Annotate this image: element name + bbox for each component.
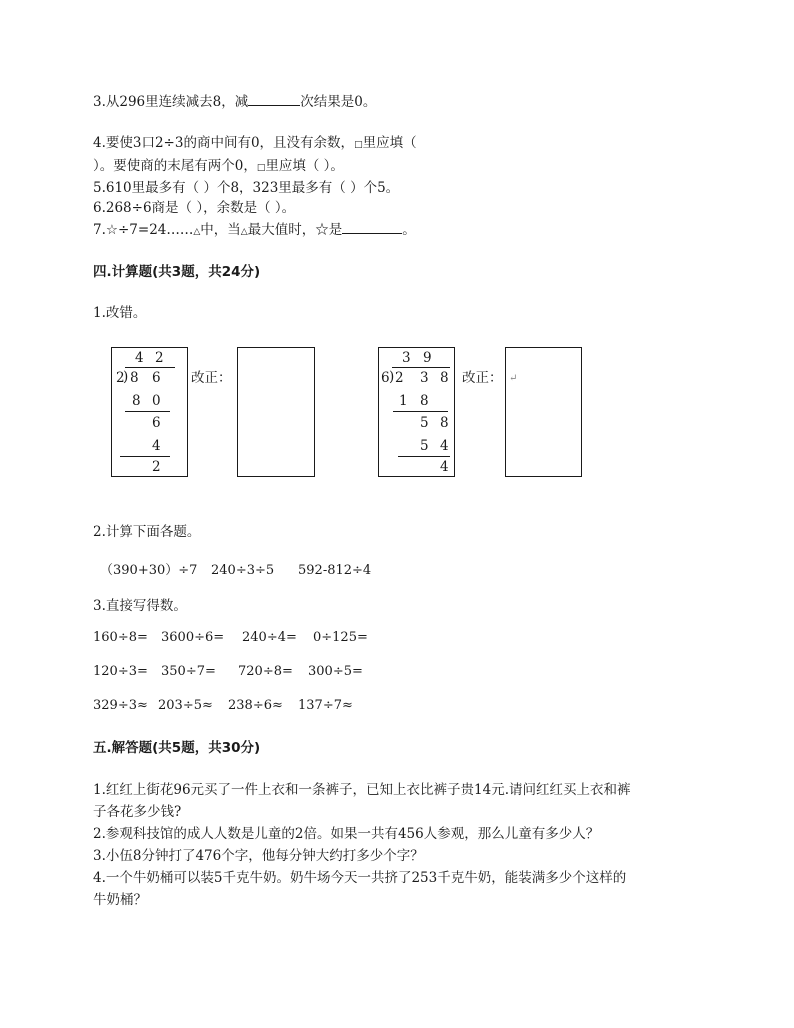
remainder: 4	[440, 459, 449, 475]
q3-3	[93, 92, 376, 112]
division-bar	[392, 367, 450, 368]
section4-title: 四.计算题(共3题，共24分)	[93, 264, 261, 280]
q3-6: 6.268÷6商是（ ），余数是（ ）。	[93, 200, 296, 216]
section5-title: 五.解答题(共5题，共30分)	[93, 740, 261, 756]
q3-4-text-b: 里应填（	[362, 135, 417, 151]
mental-math-row	[0, 629, 794, 647]
small-square-icon: □	[354, 140, 363, 150]
step-digit: 8	[132, 393, 141, 409]
q2-row	[0, 562, 794, 580]
step-digit: 5	[420, 438, 429, 454]
q3-4-text-c: ）。要使商的末尾有两个0，	[93, 158, 257, 174]
q3-4-text-a: 4.要使3口2÷3的商中间有0，且没有余数，	[93, 135, 355, 151]
section5-q3: 3.小伍8分钟打了476个字，他每分钟大约打多少个字？	[93, 848, 424, 864]
quotient-digit: 9	[423, 350, 432, 366]
mental-math-item: 203÷5≈	[158, 698, 213, 713]
q3-7-text-b: 中，当	[200, 222, 241, 238]
division-bracket: )	[123, 369, 129, 385]
section4-q1-title: 1.改错。	[93, 305, 147, 321]
q3-7-text-c: 最大值时，☆是	[247, 222, 343, 238]
section5-q4-line1: 4.一个牛奶桶可以装5千克牛奶。奶牛场今天一共挤了253千克牛奶，能装满多少个这样的	[93, 870, 627, 886]
mental-math-item: 300÷5=	[308, 664, 363, 679]
step-line	[398, 456, 450, 457]
section5-q1-line2: 子各花多少钱?	[93, 804, 182, 820]
mental-math-item: 350÷7=	[161, 664, 216, 679]
dividend-digit: 3	[420, 370, 429, 386]
division-bracket: )	[389, 369, 395, 385]
step-line	[393, 411, 448, 412]
mental-math-item: 160÷8=	[93, 630, 148, 645]
section5-q2: 2.参观科技馆的成人人数是儿童的2倍。如果一共有456人参观，那么儿童有多少人？	[93, 826, 600, 842]
fix-label: 改正：	[191, 370, 232, 386]
calc-item: （390+30）÷7	[100, 563, 198, 578]
calc-item: 592-812÷4	[298, 563, 372, 578]
triangle-icon: △	[240, 227, 248, 237]
dividend-digit: 8	[440, 370, 449, 386]
dividend-digit: 6	[152, 370, 161, 386]
mental-math-row	[0, 663, 794, 681]
section5-q4-line2: 牛奶桶？	[93, 892, 147, 908]
mental-math-row	[0, 697, 794, 715]
divisor: 2	[116, 370, 125, 386]
mental-math-item: 120÷3=	[93, 664, 148, 679]
divisor: 6	[381, 370, 390, 386]
section4-q3-title: 3.直接写得数。	[93, 598, 187, 614]
step-digit: 6	[152, 415, 161, 431]
mental-math-item: 329÷3≈	[93, 698, 148, 713]
dividend-digit: 2	[395, 370, 404, 386]
calc-item: 240÷3÷5	[211, 563, 275, 578]
step-digit: 5	[420, 415, 429, 431]
mental-math-item: 240÷4=	[242, 630, 297, 645]
q3-4-text-d: 里应填（ ）。	[265, 158, 344, 174]
q3-5: 5.610里最多有（ ）个8，323里最多有（ ）个5。	[93, 180, 400, 196]
mental-math-item: 137÷7≈	[298, 698, 353, 713]
division-bar	[125, 367, 175, 368]
q3-3-text-b: 次结果是0。	[300, 94, 377, 110]
quotient-digit: 2	[155, 350, 164, 366]
step-digit: 8	[440, 415, 449, 431]
q3-4-line2	[93, 156, 344, 178]
quotient-digit: 3	[402, 350, 411, 366]
step-digit: 8	[420, 393, 429, 409]
correction-box-1[interactable]	[237, 347, 315, 477]
section5-q1-line1: 1.红红上街花96元买了一件上衣和一条裤子，已知上衣比裤子贵14元.请问红红买上衣和裤	[93, 782, 631, 798]
remainder: 2	[152, 459, 161, 475]
q3-4-line1	[93, 133, 417, 155]
mental-math-item: 720÷8=	[238, 664, 293, 679]
step-digit: 4	[440, 438, 449, 454]
step-digit: 1	[399, 393, 408, 409]
return-mark-icon: ↵	[509, 373, 518, 384]
fix-label: 改正：	[462, 370, 503, 386]
q3-3-text-a: 3.从296里连续减去8，减	[93, 94, 249, 110]
section4-q2-title: 2.计算下面各题。	[93, 524, 201, 540]
dividend-digit: 8	[130, 370, 139, 386]
answer-blank[interactable]	[342, 220, 402, 234]
small-square-icon: □	[256, 163, 266, 173]
step-line	[120, 456, 170, 457]
triangle-icon: △	[193, 227, 201, 237]
mental-math-item: 238÷6≈	[228, 698, 283, 713]
q3-7-text-a: 7.☆÷7=24……	[93, 222, 194, 238]
step-line	[125, 411, 170, 412]
correction-box-2[interactable]	[505, 347, 582, 477]
quotient-digit: 4	[135, 350, 144, 366]
q3-7-text-d: 。	[402, 222, 416, 238]
step-digit: 4	[152, 438, 161, 454]
step-digit: 0	[152, 393, 161, 409]
q3-7	[93, 220, 416, 242]
mental-math-item: 3600÷6=	[161, 630, 225, 645]
mental-math-item: 0÷125=	[313, 630, 368, 645]
answer-blank[interactable]	[248, 92, 300, 106]
